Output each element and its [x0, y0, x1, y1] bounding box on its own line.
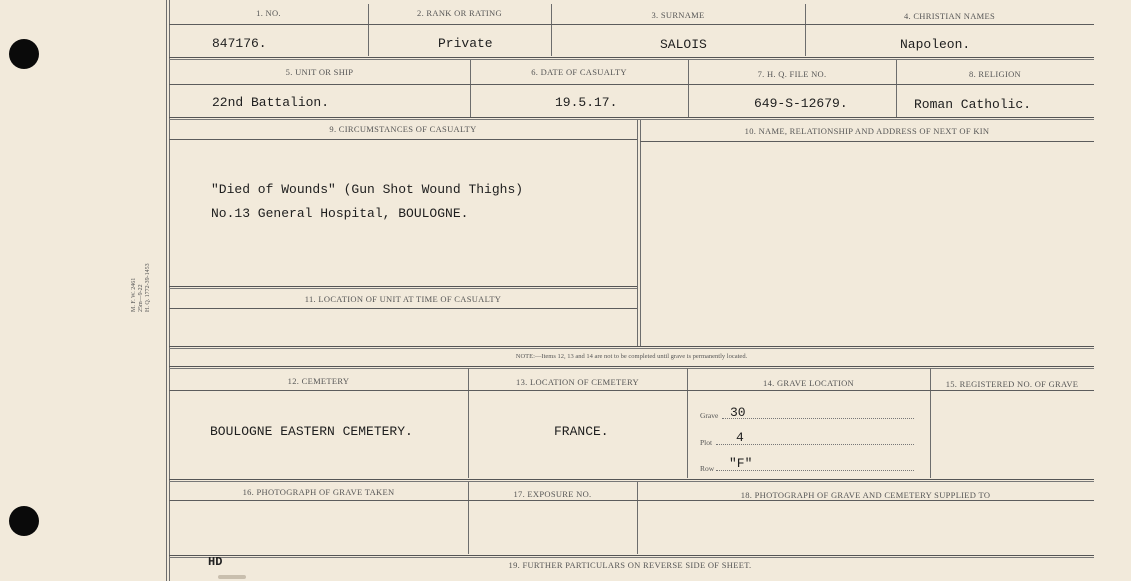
header-cemetery: 12. CEMETERY — [287, 376, 350, 386]
row-divider — [169, 479, 1094, 482]
surname-value: SALOIS — [660, 37, 707, 52]
header-unit: 5. UNIT OR SHIP — [285, 67, 354, 77]
plot-label: Plot — [700, 438, 713, 447]
circumstances-line-1: "Died of Wounds" (Gun Shot Wound Thighs) — [211, 182, 524, 197]
location-cemetery-value: FRANCE. — [554, 424, 609, 439]
grave-dotted-line — [722, 418, 914, 419]
margin-note-line-2: 25m—9-22 — [138, 284, 144, 312]
completion-note: NOTE:—Items 12, 13 and 14 are not to be completed until grave is permanently located. — [515, 353, 748, 360]
header-christian-names: 4. CHRISTIAN NAMES — [903, 11, 996, 21]
rank-value: Private — [438, 36, 493, 51]
footer-further-particulars: 19. FURTHER PARTICULARS ON REVERSE SIDE OF SHEET. — [508, 560, 752, 570]
header-underline — [169, 500, 1094, 501]
header-surname: 3. SURNAME — [651, 10, 705, 20]
printer-margin-note — [131, 262, 167, 312]
religion-value: Roman Catholic. — [914, 97, 1032, 112]
christian-names-value: Napoleon. — [900, 37, 971, 52]
header-photo-taken: 16. PHOTOGRAPH OF GRAVE TAKEN — [242, 487, 395, 497]
hq-file-value: 649-S-12679. — [754, 96, 848, 111]
header-no: 1. NO. — [256, 8, 281, 18]
regimental-number: 847176. — [212, 36, 267, 51]
margin-note-line-1: M. F. W. 2461 — [131, 277, 137, 312]
header-underline — [169, 308, 637, 309]
row-divider — [169, 555, 1094, 558]
plot-dotted-line — [716, 444, 914, 445]
cemetery-value: BOULOGNE EASTERN CEMETERY. — [210, 424, 413, 439]
row-divider — [169, 286, 637, 289]
unit-value: 22nd Battalion. — [212, 95, 330, 110]
grave-value: 30 — [730, 405, 746, 420]
header-exposure: 17. EXPOSURE NO. — [513, 489, 592, 499]
clerk-initials: HD — [208, 555, 223, 569]
row-divider — [169, 117, 1094, 120]
date-casualty-value: 19.5.17. — [555, 95, 618, 110]
punch-hole-bottom — [9, 506, 39, 536]
header-rank: 2. RANK OR RATING — [417, 8, 502, 18]
row-value: "F" — [729, 456, 753, 471]
row-label: Row — [700, 464, 715, 473]
header-grave-location: 14. GRAVE LOCATION — [763, 378, 854, 388]
header-hq-file: 7. H. Q. FILE NO. — [757, 69, 827, 79]
header-location-cemetery: 13. LOCATION OF CEMETERY — [516, 377, 639, 387]
header-underline — [640, 141, 1094, 142]
header-photo-supplied: 18. PHOTOGRAPH OF GRAVE AND CEMETERY SUPPLIED TO — [740, 490, 991, 500]
divider — [637, 120, 638, 346]
header-next-of-kin: 10. NAME, RELATIONSHIP AND ADDRESS OF NEXT OF KIN — [744, 126, 990, 136]
header-location-unit: 11. LOCATION OF UNIT AT TIME OF CASUALTY — [304, 294, 502, 304]
row-divider — [169, 346, 1094, 349]
header-underline — [169, 24, 1094, 25]
frame-left-line — [166, 0, 167, 581]
header-date-casualty: 6. DATE OF CASUALTY — [531, 67, 627, 77]
margin-note-line-3: H. Q. 1772-39-1453 — [145, 263, 151, 312]
ink-smudge — [218, 575, 246, 579]
divider — [640, 120, 641, 346]
header-religion: 8. RELIGION — [969, 69, 1021, 79]
header-underline — [169, 139, 637, 140]
circumstances-line-2: No.13 General Hospital, BOULOGNE. — [211, 206, 469, 221]
header-circumstances: 9. CIRCUMSTANCES OF CASUALTY — [329, 124, 477, 134]
row-divider — [169, 366, 1094, 369]
header-underline — [169, 390, 1094, 391]
header-underline — [169, 84, 1094, 85]
grave-label: Grave — [700, 411, 719, 420]
plot-value: 4 — [736, 430, 744, 445]
row-divider — [169, 57, 1094, 60]
header-registered-no: 15. REGISTERED NO. OF GRAVE — [945, 379, 1079, 389]
punch-hole-top — [9, 39, 39, 69]
